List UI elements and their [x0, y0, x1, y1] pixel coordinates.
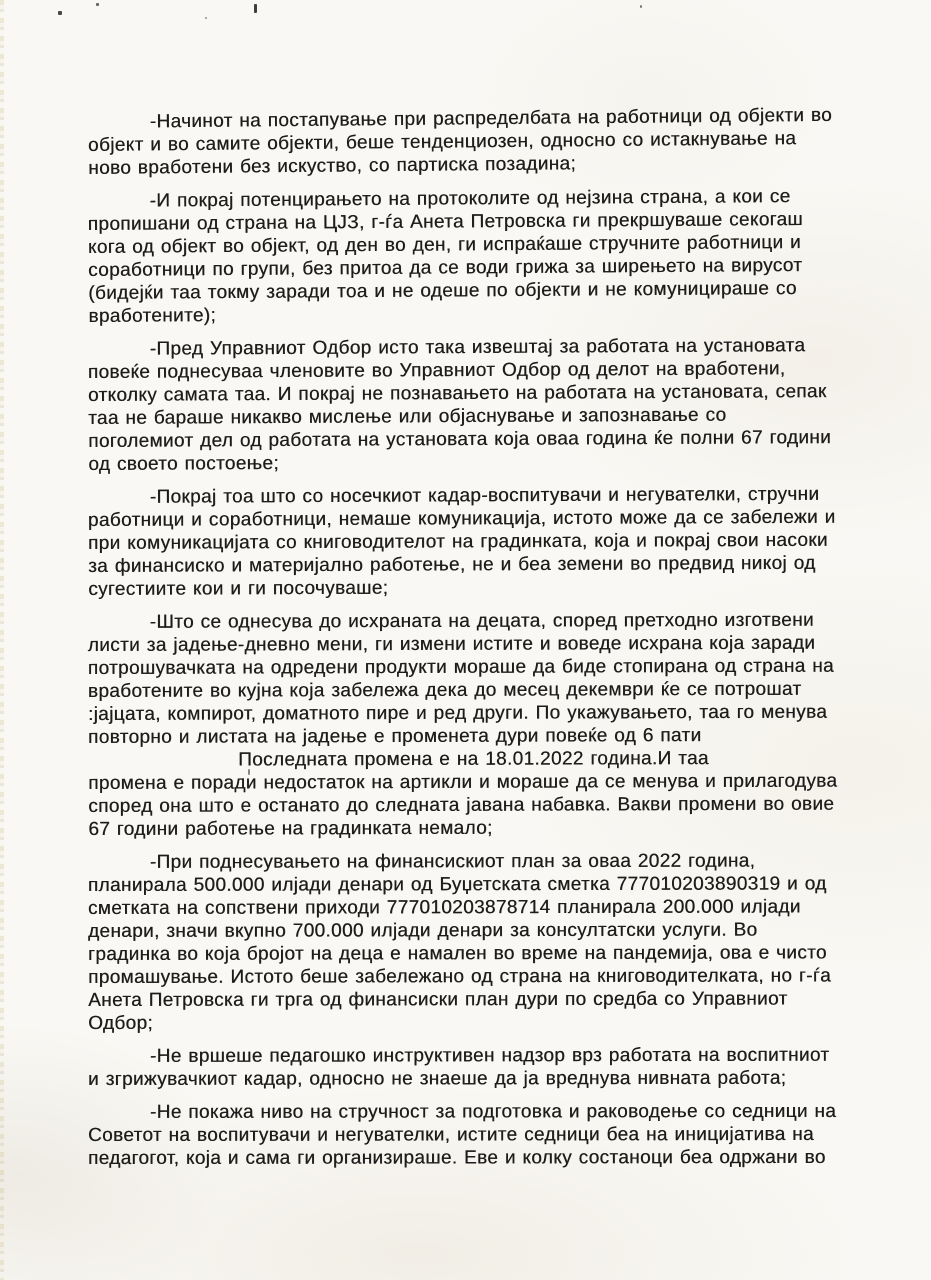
- ink-speck: [58, 11, 62, 15]
- text-line: таа не бараше никакво мислење или објаснување и запознавање со: [88, 404, 727, 429]
- text-line: вработените во кујна која забележа дека до месец декември ќе се потрошат: [87, 678, 802, 703]
- paragraph: [88, 103, 889, 180]
- text-line: пропишани од страна на ЦЈЗ, г-ѓа Анета Петровска ги прекршуваше секогаш: [87, 209, 804, 236]
- text-line: -Не покажа ниво на стручност за подготовка и раководење со седници на: [149, 1100, 837, 1123]
- text-line: Одбор;: [88, 1012, 154, 1034]
- text-line: според она што е останато до следната јавана набавка. Вакви промени во овие: [88, 793, 835, 817]
- text-line: -И покрај потенцирањето на протоколите од нејзина страна, а кои се: [149, 186, 791, 212]
- text-line: отколку самата таа. И покрај не познавањето на работата на установата, сепак: [87, 381, 827, 406]
- text-line: работници и соработници, немаше комуникација, истото може да се забележи и: [87, 506, 836, 532]
- text-line: 67 години работење на градинката немало;: [88, 817, 493, 840]
- text-line: при комуникацијата со книговодителот на градинката, која и покрај свои насоки: [87, 529, 828, 554]
- ink-speck: [640, 5, 642, 8]
- paragraph: [88, 334, 889, 476]
- paragraph: [88, 184, 889, 328]
- text-line: -Покрај тоа што со носечкиот кадар-воспитувачи и негувателки, стручни: [149, 483, 820, 508]
- text-line: планирала 500.000 илјади денари од Буџетската сметка 777010203890319 и од: [87, 873, 827, 897]
- paragraph: [88, 1044, 888, 1091]
- ink-speck: [96, 3, 99, 6]
- text-line: поголемиот дел од работата на установата која оваа година ќе полни 67 години: [88, 427, 832, 452]
- text-line: градинка во која бројот на деца е намален во време на пандемија, ова е чисто: [88, 942, 827, 965]
- text-line: листи за јадење-дневно мени, ги измени истите и воведе исхрана која заради: [87, 632, 816, 657]
- text-line: -Не вршеше педагошко инструктивен надзор врз работата на воспитниот: [149, 1044, 830, 1067]
- text-line: потрошувачката на одредени продукти мораше да биде стопирана од страна на: [87, 655, 834, 680]
- text-line: -Начинот на постапување при распределбата на работници од објекти во: [149, 104, 833, 133]
- document-text: [87, 104, 888, 1170]
- ink-speck: [205, 17, 207, 19]
- text-line: :јајцата, компирот, доматното пире и ред други. По укажувањето, таа го менува: [87, 701, 828, 725]
- text-line: Советот на воспитувачи и негувателки, истите седници беа на иницијатива на: [87, 1123, 814, 1146]
- text-line: повеќе поднесуваа членовите во Управниот Одбор од делот на вработени,: [87, 358, 786, 384]
- paragraph: [88, 608, 889, 841]
- paragraph: [88, 1100, 888, 1170]
- text-line: педагогот, која и сама ги организираше. Еве и колку состаноци беа одржани во: [88, 1146, 826, 1169]
- text-line: од своето постоење;: [88, 453, 280, 475]
- text-line: промашување. Истото беше забележано од страна на книговодителката, но г-ѓа: [88, 965, 832, 988]
- text-line: и згрижувачкиот кадар, односно не знаеше да ја вреднува нивната работа;: [88, 1067, 787, 1090]
- text-line: сметката на сопствени приходи 777010203878714 планирала 200.000 илјади: [87, 896, 801, 920]
- text-line: објект и во самите објекти, беше тенденциозен, односно со истакнување на: [87, 128, 797, 156]
- text-line: промена е поради недостаток на артикли и мораше да се менува и прилагодува: [88, 770, 838, 794]
- ink-speck: [254, 4, 257, 13]
- text-line: Анета Петровска ги трга од финансиски план дури по средба со Управниот: [88, 988, 788, 1011]
- text-line: -При поднесувањето на финансискиот план за оваа 2022 година,: [149, 850, 756, 873]
- text-line: -Што се однесува до исхраната на децата, според претходно изготвени: [149, 609, 814, 633]
- text-line: сугестиите кои и ги посочуваше;: [88, 577, 389, 600]
- text-line: ново вработени без искуство, со партиска позадина;: [88, 153, 577, 179]
- paragraph: [88, 483, 888, 601]
- text-line: повторно и листата на јадење е променета дури повеќе од 6 пати: [88, 725, 702, 748]
- text-line: денари, значи вкупно 700.000 илјади денари за консултатски услуги. Во: [87, 919, 758, 942]
- text-line: вработените);: [88, 305, 217, 327]
- text-line: (бидејќи таа токму заради тоа и не одеше по објекти и не комуницираше со: [88, 278, 797, 304]
- text-line: соработници по групи, без притоа да се води грижа за ширењето на вирусот: [88, 255, 803, 281]
- text-line: за финансиско и материјално работење, не и беа земени во предвид никој од: [88, 552, 816, 577]
- text-line: кога од објект во објект, од ден во ден, ги испраќаше стручните работници и: [87, 232, 802, 259]
- text-line: Последната промена е на 18.01.2022 година.И таа: [238, 748, 709, 771]
- scan-edge-noise: [0, 0, 4, 1280]
- text-line: -Пред Управниот Одбор исто така извештај за работата на установата: [149, 335, 806, 360]
- paragraph: [88, 849, 888, 1035]
